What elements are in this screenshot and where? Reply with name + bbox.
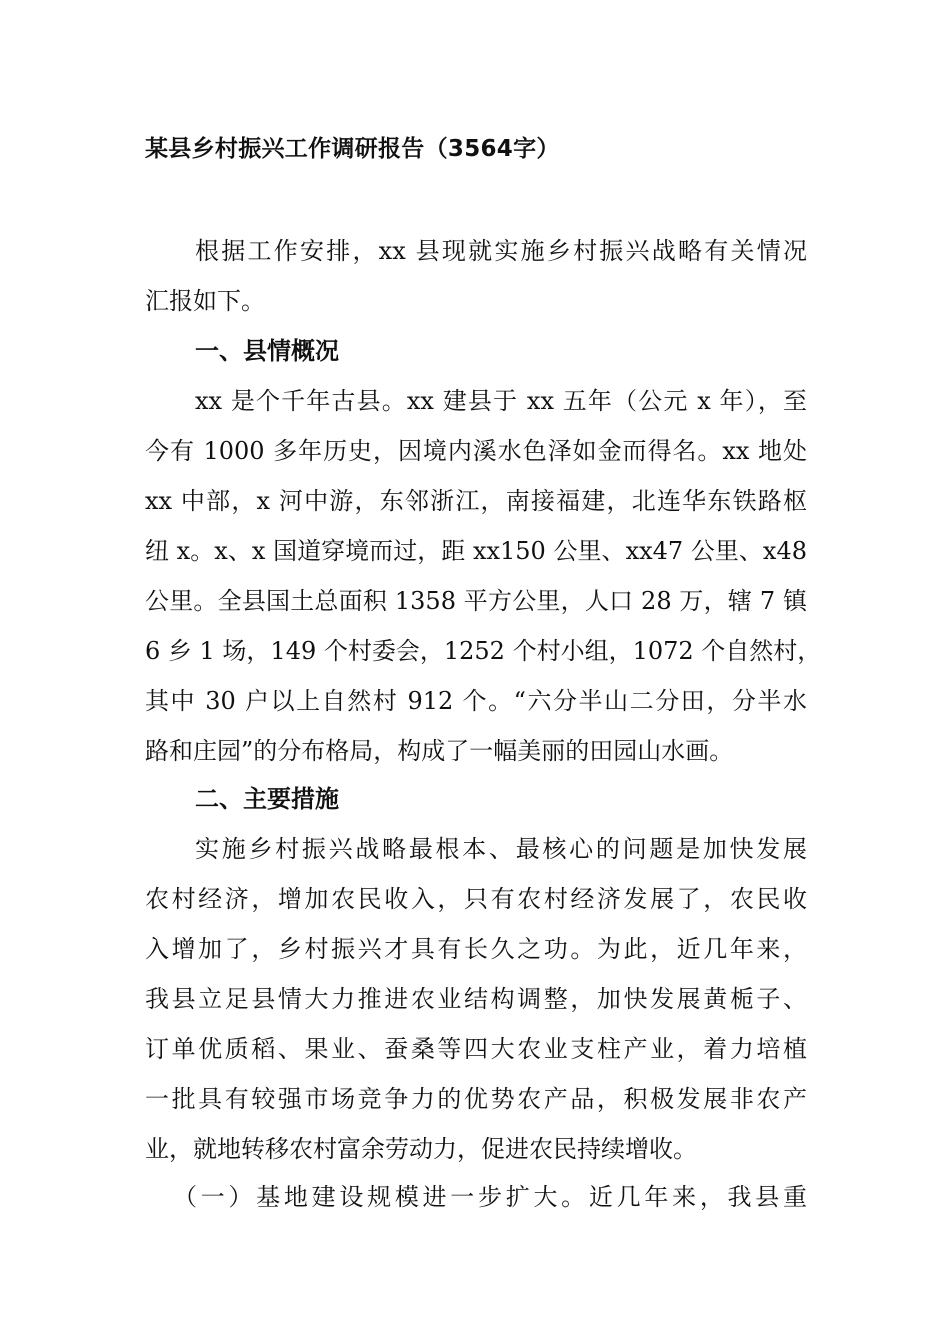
text-line: 纽 x。x、x 国道穿境而过，距 xx150 公里、xx47 公里、x48 [145,537,807,565]
text-line: 今有 1000 多年历史，因境内溪水色泽如金而得名。xx 地处 [145,437,807,465]
text-line: 入增加了，乡村振兴才具有长久之功。为此，近几年来， [145,935,807,963]
text-line: 我县立足县情大力推进农业结构调整，加快发展黄栀子、 [145,985,807,1013]
text-line: 农村经济，增加农民收入，只有农村经济发展了，农民收 [145,885,807,913]
subsection-1-paragraph [145,1172,807,1222]
section-heading-2: 二、主要措施 [195,785,339,813]
text-line: xx 是个千年古县。xx 建县于 xx 五年（公元 x 年），至 [195,387,807,415]
text-line: 根据工作安排，xx 县现就实施乡村振兴战略有关情况 [195,237,807,265]
section-heading-1: 一、县情概况 [195,337,339,365]
section-2-paragraph [145,824,807,1174]
text-line: 一批具有较强市场竞争力的优势农产品，积极发展非农产 [145,1085,807,1113]
section-1-paragraph [145,376,822,776]
text-line: 路和庄园”的分布格局，构成了一幅美丽的田园山水画。 [145,737,734,765]
text-line: 汇报如下。 [145,287,265,315]
text-line: 实施乡村振兴战略最根本、最核心的问题是加快发展 [195,835,807,863]
intro-paragraph [145,226,807,326]
text-line: 业，就地转移农村富余劳动力，促进农民持续增收。 [145,1135,697,1163]
text-line: 订单优质稻、果业、蚕桑等四大农业支柱产业，着力培植 [145,1035,807,1063]
text-line: 公里。全县国土总面积 1358 平方公里，人口 28 万，辖 7 镇 [145,587,807,615]
text-line: （一）基地建设规模进一步扩大。近几年来，我县重 [173,1183,807,1211]
text-line: 6 乡 1 场，149 个村委会，1252 个村小组，1072 个自然村， [145,637,822,665]
text-line: xx 中部，x 河中游，东邻浙江，南接福建，北连华东铁路枢 [145,487,807,515]
document-title: 某县乡村振兴工作调研报告（3564字） [145,136,560,162]
text-line: 其中 30 户以上自然村 912 个。“六分半山二分田，分半水 [145,687,807,715]
